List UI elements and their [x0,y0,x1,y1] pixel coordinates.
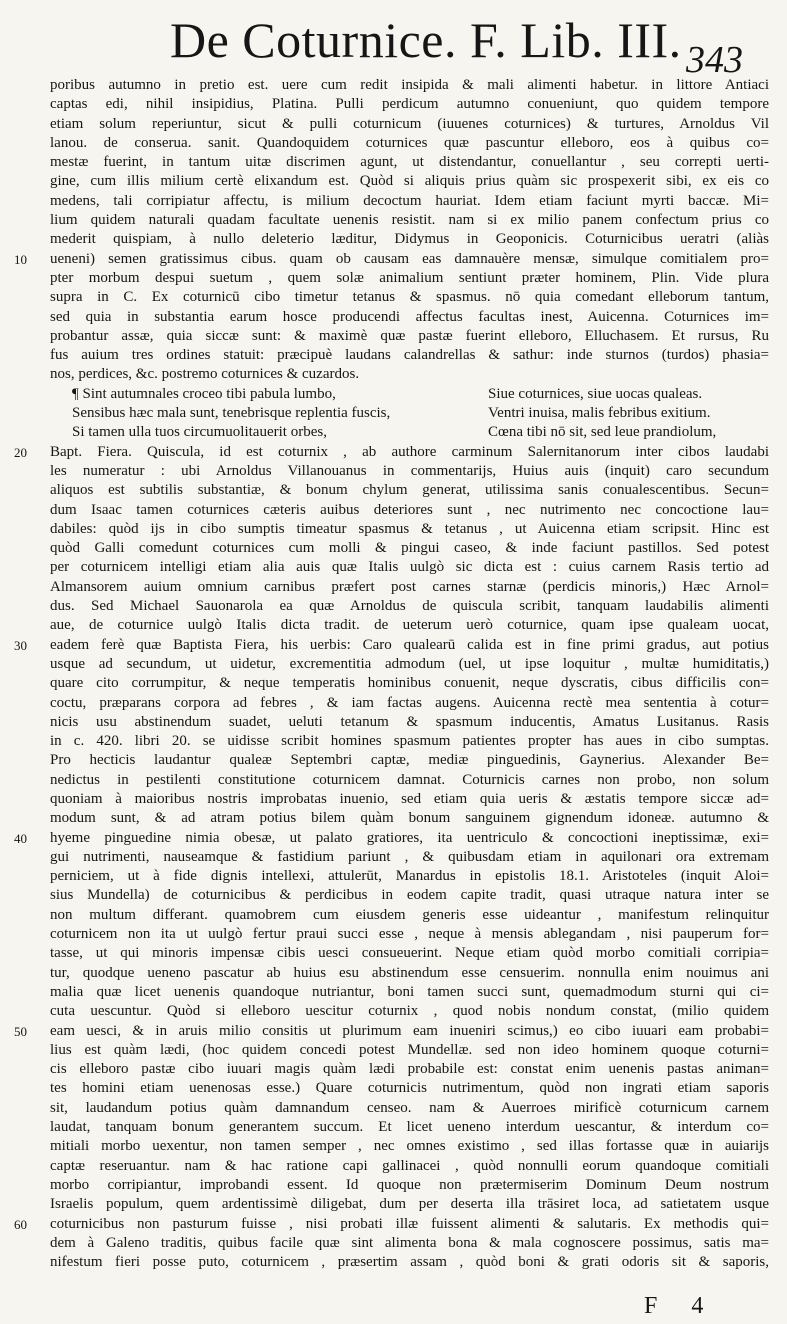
line-text: dus. Sed Michael Sauonarola ea quæ Arnoldus de quiscula scribit, tanquam laudabilis alimenti [50,598,769,615]
text-line [0,1176,787,1195]
line-text: nifestum fieri posse puto, coturnicem , præsertim assam , quòd boni & grati odoris sit & saporis, [50,1254,769,1271]
line-number: 30 [14,637,27,653]
line-text: Pro hecticis laudantur qualeæ Septembri captæ, mediæ pinguedinis, Gaynerius. Alexander Be= [50,752,769,769]
line-text: quoniam à maioribus nostris improbatas inuenio, sed etiam quia ueris & æstatis tempore siccæ ad= [50,790,769,807]
line-text: sius Mundella) de coturnicibus & perdicibus in eodem capite tradit, quasi utraque natura inter se [50,887,769,904]
text-line [0,694,787,713]
text-line [0,501,787,520]
line-text: mestæ fuerint, in tantum uitæ discrimen agunt, ut distendantur, conuellantur , seu correpti uerti- [50,154,769,171]
line-text: tur, quodque ueneno pascatur ab huius esu abstinendum esse censuerim. nonnulla enim nouimus ani [50,964,769,981]
line-text: perniciem, ut à fide dignis intellexi, attulerūt, Manardus in epistolis 18.1. Aristoteles (inquit Aloi= [50,868,769,885]
line-number: 60 [14,1216,27,1232]
verse-left: Si tamen ulla tuos circumuolitauerit orbes, [72,424,327,441]
line-text: nos, perdices, &c. postremo coturnices & cuzardos. [50,366,360,383]
text-line [0,134,787,153]
text-line [0,539,787,558]
line-text: Almansorem auium omnium carnibus præfert post carnes starnæ (perdicis minoris,) Hæc Arnol= [50,578,769,595]
line-text: quòd Galli comedunt coturnices cum molli & pingui caseo, & inde faciunt pastillos. Sed potest [50,540,769,557]
line-text: etiam solum reperiuntur, sicut & pulli coturnicum (iuuenes coturnices) & turtures, Arnoldus Vil [50,115,769,132]
text-block [0,76,787,1272]
text-line [0,1002,787,1021]
text-line [0,886,787,905]
text-line [0,172,787,191]
text-line [0,674,787,693]
line-text: coctu, præparans corpora ad febres , & iam factas augens. Auicenna rectè mea sententia à cotur= [50,694,769,711]
text-line [0,751,787,770]
text-line [0,153,787,172]
line-text: probantur assæ, quia siccæ sunt: & maximè quæ pastæ fuerint elleboro, Elluchasem. Et rursus, Ru [50,327,769,344]
line-text: medens, tali corripiatur affectu, is milium decoctum hauriat. Idem etiam faciunt myrti baccæ. Mi= [50,192,769,209]
line-text: supra in C. Ex coturnicū cibo timetur tetanus & spasmus. nō quia comedant elleborum tantum, [50,289,769,306]
line-number: 10 [14,251,27,267]
text-line [0,906,787,925]
line-text: tasse, ut qui minoris impensæ cibis uesci consueuerint. Neque etiam quòd morbo comitiali corripia= [50,945,769,962]
line-text: lanou. de conserua. sanit. Quandoquidem coturnices quæ pascuntur elleboro, eos à quibus co= [50,134,769,151]
line-text: captas edi, nihil insipidius, Platina. Pulli perdicum autumno conueniunt, quo quidem tempore [50,96,769,113]
text-line [0,867,787,886]
text-line [0,462,787,481]
text-line [0,578,787,597]
text-line [0,115,787,134]
line-text: sit, laudandum potius quàm damnandum censeo. nam & Auerroes mirificè coturnicum carnem [50,1099,769,1116]
line-text: eam uesci, & in aruis milio consitis ut plurimum eam inueniri scimus,) eo cibo iuuari eam probabi= [50,1022,769,1039]
text-line [0,732,787,751]
text-line [0,1022,787,1041]
verse-right: Siue coturnices, siue uocas qualeas. [488,385,703,402]
line-text: malia quæ licet uenenis quandoque nutriantur, boni tamen succi sunt, quemadmodum sturni qui ci= [50,983,769,1000]
line-text: dum Isaac tamen coturnices cæteris auibus deteriores sunt , nec nutrimento nec concoctione lau= [50,501,769,518]
line-text: in c. 420. libri 20. se uidisse scribit homines spasmum patientes propter has aues in cibo sumptas. [50,733,769,750]
line-text: Bapt. Fiera. Quiscula, id est coturnix , ab authore carminum Salernitanorum inter cibos laudabi [50,443,769,460]
text-line [0,1060,787,1079]
text-line [0,1215,787,1234]
text-line [0,95,787,114]
text-line [0,636,787,655]
verse-line [0,385,787,404]
text-line [0,713,787,732]
verse-left: Sensibus hæc mala sunt, tenebrisque replentia fuscis, [72,405,391,422]
text-line [0,983,787,1002]
line-text: nicis usu abstinendum suadet, ueluti tetanum & spasmum inducentis, Amatus Lusitanus. Rasis [50,713,769,730]
text-line [0,1195,787,1214]
text-line [0,211,787,230]
text-line [0,944,787,963]
running-header-title: De Coturnice. F. Lib. III. [170,12,682,68]
text-line [0,192,787,211]
text-line [0,925,787,944]
text-line [0,308,787,327]
text-line [0,616,787,635]
line-text: gine, cum illis milium certè elixandum est. Quòd si aliquis prius quàm sic prospexerit sibi, ex eis co [50,173,769,190]
line-text: Israelis populum, quem ardentissimè diligebat, dum per deserta illa trāsiret loca, ad satietatem usque [50,1196,769,1213]
line-text: eadem ferè quæ Baptista Fiera, his uerbis: Caro qualearū calida est in fine primi gradus, aut potius [50,636,769,653]
line-text: morbo corripiantur, improbandi essent. Id quoque non prætermiserim Dominum Deum nostrum [50,1176,769,1193]
line-text: pter morbum despui suetum , quem solæ animalium sentiunt præter hominem, Plin. Vide plura [50,269,769,286]
line-text: gui nutrimenti, nauseamque & fastidium pariunt , & quibusdam etiam in aquilonari ora extremam [50,848,769,865]
text-line [0,1079,787,1098]
line-text: non multum differant. quamobrem cum eiusdem generis esse uideantur , manifestum relinquitur [50,906,769,923]
line-text: aliquos est subtilis substantiæ, & bonum chylum generat, utilissima sanis conualescentibus. Secun= [50,482,769,499]
text-line [0,655,787,674]
line-text: lius est quàm lædi, (hoc quidem concedi potest Mundellæ. sed non ideo hominem quoque coturni= [50,1041,769,1058]
text-line [0,1157,787,1176]
text-line [0,848,787,867]
line-text: mitiali morbo uexentur, non tamen semper , nec omnes existimo , sed illas fortasse quæ in auiarijs [50,1138,769,1155]
text-line [0,230,787,249]
text-line [0,269,787,288]
text-line [0,558,787,577]
line-text: captæ reseruantur. nam & hac ratione capi gallinacei , quòd nonnulli eorum quandoque comitiali [50,1157,769,1174]
line-text: fus auium tres ordines statuit: præcipuè laudans calandrellas & sathur: inde sturnos (turdos) phasia= [50,347,769,364]
line-text: poribus autumno in pretio est. uere cum redit insipida & mali alimenti habetur. in littore Antiaci [50,77,769,93]
text-line [0,327,787,346]
text-line [0,1118,787,1137]
page-number: 343 [686,39,743,81]
line-number: 50 [14,1023,27,1039]
text-line [0,1137,787,1156]
line-text: les numeratur : ubi Arnoldus Villanouanus in commentarijs, Huius auis (inquit) caro secundum [50,462,769,479]
text-line [0,1253,787,1272]
verse-line [0,404,787,423]
line-text: cuta uescuntur. Quòd si elleboro uescitur coturnix , quod nobis nondum constat, (milio quidem [50,1003,769,1020]
text-line [0,790,787,809]
line-number: 40 [14,830,27,846]
line-text: modum sunt, & ad atram potius bilem quàm bonum sanguinem gignendum idoneæ. autumno & [50,810,769,827]
text-line [0,443,787,462]
line-text: lium quidem naturali quadam facultate uenenis resistit. nam si ex milio panem confectum prius co [50,212,769,229]
line-text: mederit quispiam, à nullo deleterio læditur, Didymus in Geoponicis. Coturnicibus ueratri (aliàs [50,231,769,248]
text-line [0,597,787,616]
verse-left: ¶ Sint autumnales croceo tibi pabula lumbo, [72,385,336,402]
line-text: ueneni) semen gratissimus cibus. quam ob causam eas damnauère mensæ, simulque comitialem pro= [50,250,769,267]
line-text: dabiles: quòd ijs in cibo sumptis timeatur spasmus & tetanus , ut Auicenna etiam scripsit. Hinc est [50,520,769,537]
line-text: laudat, tanquam bonum generantem succum. Et licet ueneno interdum uescantur, & interdum co= [50,1119,769,1136]
verse-right: Ventri inuisa, malis febribus exitium. [488,405,711,422]
line-text: dem à Galeno traditis, quibus facile quæ sint alimenta bona & mala cognoscere possimus, satis ma= [50,1234,769,1251]
line-text: aue, de coturnice uulgò Italis dicta tradit. de ueterum uerò coturnice, quam ipse qualeam uocat, [50,617,769,634]
text-line [0,829,787,848]
text-line [0,964,787,983]
text-line [0,809,787,828]
line-text: usque ad secundum, ut uidetur, excrementitia admodum (uel, ut ipse loquitur , multæ humiditatis,) [50,655,769,672]
line-text: per coturnicem intelligi etiam alia auis quæ Italis uulgò sic dicta est : cuius carnem Rasis tertio ad [50,559,769,576]
text-line [0,481,787,500]
line-text: nedictus in pestilenti constitutione coturnicem damnat. Coturnicis carnes non probo, non solum [50,771,769,788]
verse-line [0,423,787,442]
line-text: hyeme pinguedine nimia obesæ, ut palato gratiores, ita uentriculo & concoctioni ineptissimæ, exi= [50,829,769,846]
line-text: coturnicibus non pasturum fuisse , nisi probati illæ fuissent alimenti & salutaris. Ex methodis qui= [50,1215,769,1232]
line-text: coturnicem non ita ut uulgò fertur praui succi esse , neque à mensis ablegandam , nisi pauperum for= [50,926,769,943]
line-text: tes homini etiam uenenosas esse.) Quare coturnicis nutrimentum, quòd non ingrati etiam saporis [50,1080,769,1097]
line-text: cis elleboro pastæ cibo iuuari magis quàm lædi probabile est: constat enim uenenis pastas animan= [50,1061,769,1078]
signature-mark: F 4 [644,1293,718,1319]
text-line [0,520,787,539]
line-text: quare cito corrumpitur, & neque temperatis hominibus conuenit, neque dyscratis, cibus difficilis con= [50,675,769,692]
text-line [0,288,787,307]
text-line [0,76,787,95]
text-line [0,346,787,365]
text-line [0,1041,787,1060]
verse-right: Cœna tibi nō sit, sed leue prandiolum, [488,424,717,441]
text-line [0,250,787,269]
text-line [0,1099,787,1118]
line-number: 20 [14,444,27,460]
line-text: sed quia in substantia earum hosce producendi affectus facultas inest, Auicenna. Coturnices im= [50,308,769,325]
text-line [0,771,787,790]
text-line [0,1234,787,1253]
text-line [0,365,787,384]
